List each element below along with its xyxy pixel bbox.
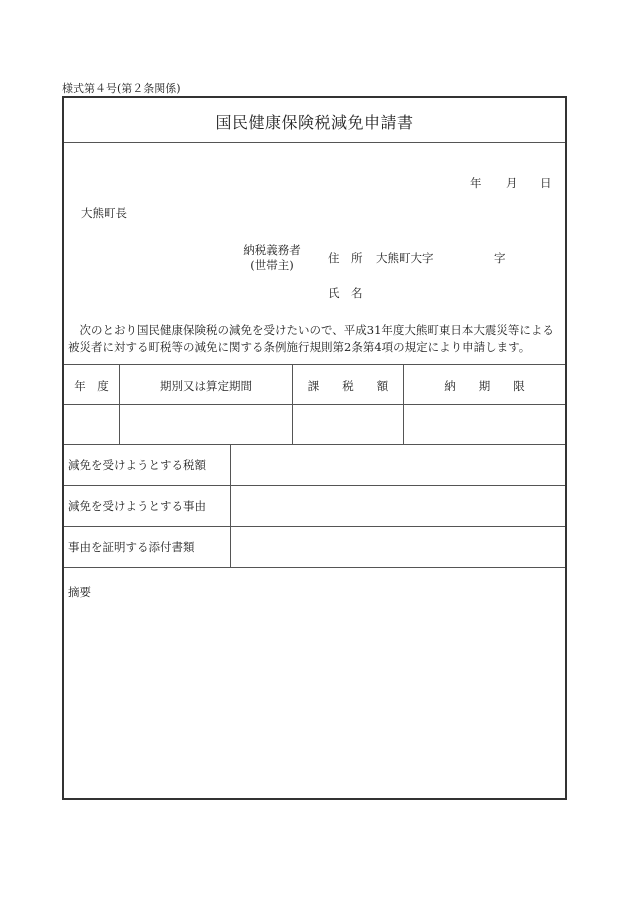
date-month-field[interactable]: 月 xyxy=(506,176,518,190)
cell-period[interactable] xyxy=(120,418,292,434)
reduction-amount-label: 減免を受けようとする税額 xyxy=(68,458,206,472)
remarks-label: 摘要 xyxy=(68,585,91,599)
reduction-reason-label: 減免を受けようとする事由 xyxy=(68,499,206,513)
date-day-field[interactable]: 日 xyxy=(540,176,552,190)
addressee: 大熊町長 xyxy=(81,206,127,220)
householder-label: (世帯主) xyxy=(250,258,294,272)
date-year-field[interactable]: 年 xyxy=(470,176,482,190)
field-col-divider xyxy=(230,444,231,567)
address-label: 住 所 xyxy=(328,251,363,265)
name-label: 氏 名 xyxy=(328,286,363,300)
application-form xyxy=(62,96,567,800)
address-value[interactable]: 大熊町大字 xyxy=(376,251,434,265)
table-top-line xyxy=(64,364,565,365)
form-id: 様式第４号(第２条関係) xyxy=(62,82,181,95)
form-title: 国民健康保険税減免申請書 xyxy=(215,113,414,132)
field-divider xyxy=(64,485,565,486)
header-assessed-amount: 課 税 額 xyxy=(307,379,389,393)
attached-documents-label: 事由を証明する添付書類 xyxy=(68,540,195,554)
field-divider xyxy=(64,526,565,527)
application-statement: 次のとおり国民健康保険税の減免を受けたいので、平成31年度大熊町東日本大震災等による被災者に対する町税等の減免に関する条例施行規則第2条第4項の規定により申請します。 xyxy=(68,323,554,354)
table-bottom-line xyxy=(64,444,565,445)
header-due-date: 納 期 限 xyxy=(444,379,525,393)
remarks-area[interactable] xyxy=(68,604,560,794)
header-fiscal-year: 年 度 xyxy=(74,379,109,393)
attached-documents-field[interactable] xyxy=(236,539,556,555)
reduction-reason-field[interactable] xyxy=(236,498,556,514)
header-period: 期別又は算定期間 xyxy=(160,379,252,393)
cell-fiscal-year[interactable] xyxy=(64,418,119,434)
cell-assessed-amount[interactable] xyxy=(293,418,403,434)
field-divider xyxy=(64,567,565,568)
reduction-amount-field[interactable] xyxy=(236,457,556,473)
aza-label: 字 xyxy=(494,251,506,265)
title-divider xyxy=(64,142,565,143)
taxpayer-label: 納税義務者 xyxy=(243,243,301,257)
table-header-line xyxy=(64,404,565,405)
cell-due-date[interactable] xyxy=(404,418,565,434)
